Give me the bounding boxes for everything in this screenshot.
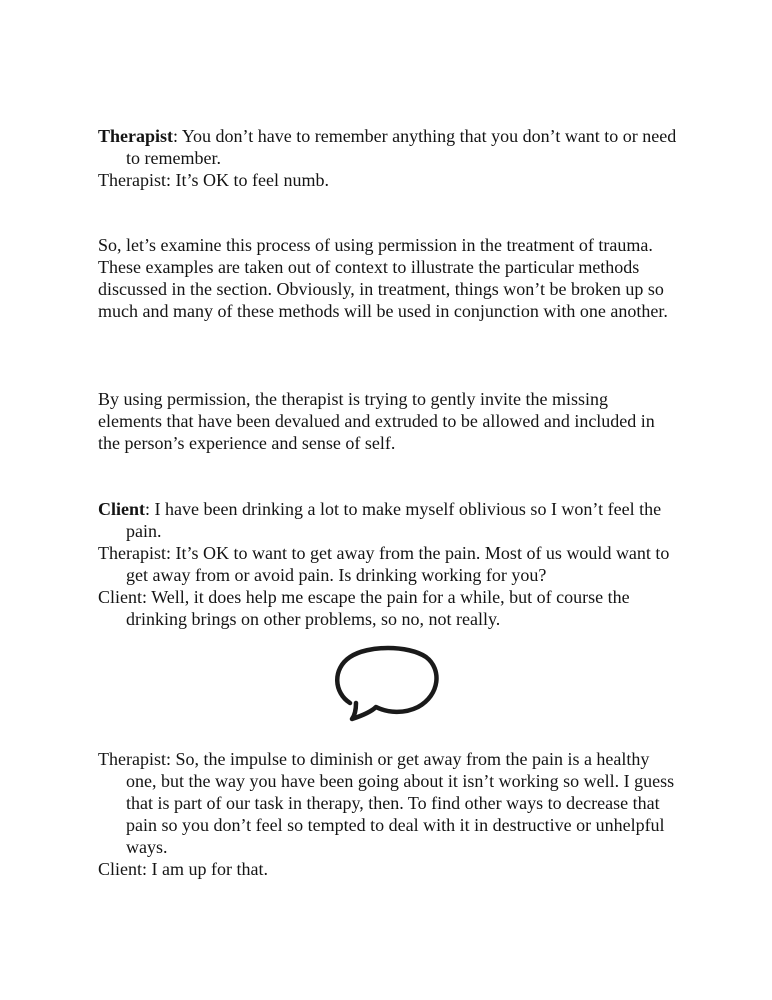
speaker-separator: : [165, 543, 176, 563]
dialogue-text: You don’t have to remember anything that you don’t want to or need to remember. [126, 126, 677, 168]
dialogue-text: It’s OK to feel numb. [175, 170, 329, 190]
dialogue-text: I am up for that. [151, 859, 268, 879]
dialogue-line [98, 858, 678, 880]
body-paragraph: So, let’s examine this process of using permission in the treatment of trauma. These examples are taken out of context to illustrate the particular methods discussed in the section. Obviously, in treatment, things won’t be broken up so much and many of these methods will be used in conjunction with one another. [98, 235, 668, 321]
dialogue-line [98, 498, 678, 542]
speaker-label: Therapist [98, 170, 166, 190]
dialogue-line [98, 586, 678, 630]
speaker-separator: : [142, 587, 152, 607]
dialogue-line [98, 542, 678, 586]
speaker-separator: : [173, 126, 182, 146]
speaker-label: Therapist [98, 543, 166, 563]
speech-bubble-svg [328, 645, 442, 727]
dialogue-text: Well, it does help me escape the pain for a while, but of course the drinking brings on other problems, so no, not really. [126, 587, 630, 629]
paragraph-block-2 [98, 388, 678, 454]
speaker-label: Client [98, 499, 145, 519]
speech-bubble-icon [328, 645, 442, 727]
speaker-separator: : [165, 170, 176, 190]
dialogue-text: So, the impulse to diminish or get away from the pain is a healthy one, but the way you have been going about it isn’t working so well. I guess that is part of our task in therapy, then. To find other ways to decrease that pain so you don’t feel so tempted to deal with it in destructive or unhelpful ways. [126, 749, 675, 857]
dialogue-block-1 [98, 125, 678, 191]
speaker-separator: : [145, 499, 155, 519]
dialogue-line [98, 748, 678, 858]
dialogue-text: I have been drinking a lot to make myself oblivious so I won’t feel the pain. [126, 499, 662, 541]
dialogue-text: It’s OK to want to get away from the pain. Most of us would want to get away from or avoid pain. Is drinking working for you? [126, 543, 670, 585]
speaker-label: Client [98, 859, 142, 879]
speaker-label: Therapist [98, 126, 174, 146]
paragraph-block-1 [98, 234, 678, 322]
dialogue-line [98, 125, 678, 169]
dialogue-block-3 [98, 748, 678, 880]
speaker-separator: : [142, 859, 152, 879]
speaker-label: Client [98, 587, 142, 607]
speaker-label: Therapist [98, 749, 166, 769]
dialogue-line [98, 169, 678, 191]
dialogue-block-2 [98, 498, 678, 630]
speaker-separator: : [165, 749, 176, 769]
body-paragraph: By using permission, the therapist is trying to gently invite the missing elements that have been devalued and extruded to be allowed and included in the person’s experience and sense of self. [98, 389, 655, 453]
